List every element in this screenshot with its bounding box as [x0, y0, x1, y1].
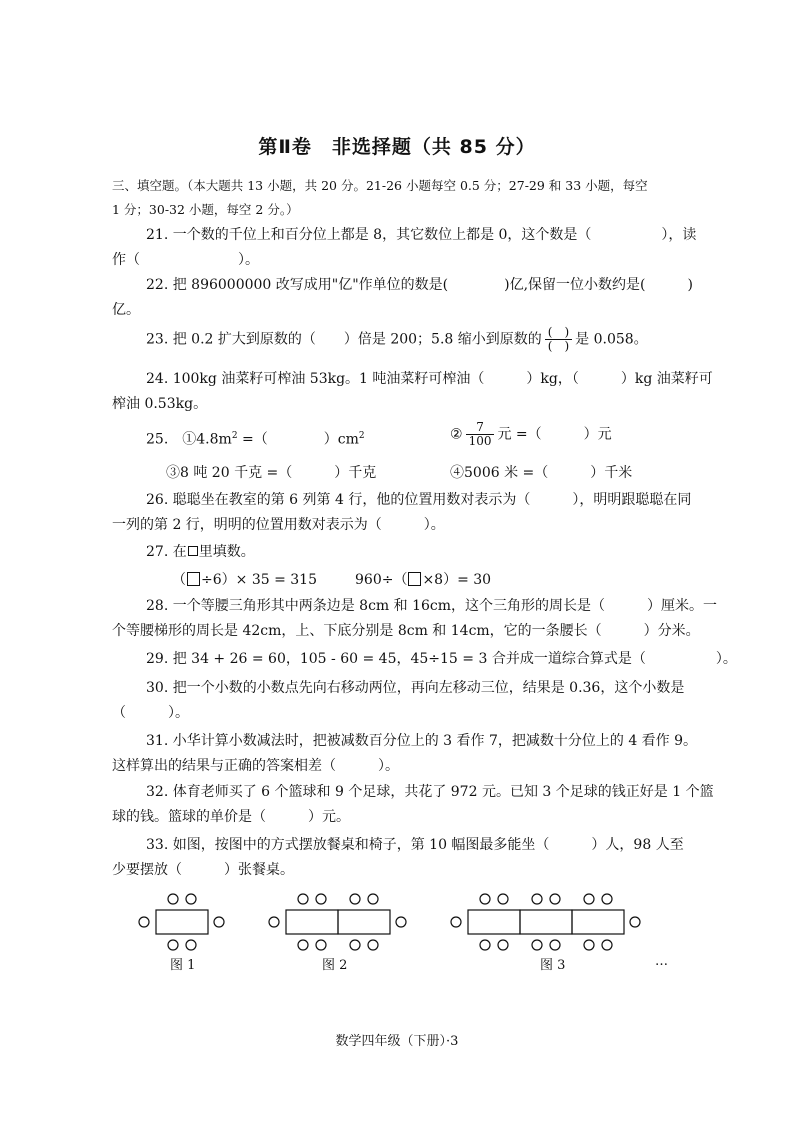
chair: [298, 940, 308, 950]
chair: [550, 940, 560, 950]
chair: [480, 940, 490, 950]
question-22-line2: 亿。: [112, 302, 140, 318]
question-31-line1: 31. 小华计算小数减法时，把被减数百分位上的 3 看作 7，把减数十分位上的 4 看作 9。: [146, 733, 698, 749]
question-32-line2: 球的钱。篮球的单价是（ ）元。: [112, 809, 350, 825]
fraction-numerator: ( ): [545, 326, 572, 340]
chair: [532, 940, 542, 950]
question-33-line1: 33. 如图，按图中的方式摆放餐桌和椅子，第 10 幅图最多能坐（ ）人，98 人至: [146, 837, 684, 853]
chair: [139, 917, 149, 927]
table: [156, 910, 208, 934]
question-29: 29. 把 34 + 26 = 60，105 - 60 = 45，45÷15 = 3 合并成一道综合算式是（ ）。: [146, 651, 737, 667]
figure-2: [269, 894, 406, 950]
chair: [584, 940, 594, 950]
blank-box-icon: [408, 572, 421, 586]
chair: [630, 917, 640, 927]
chair: [602, 940, 612, 950]
question-27-expr2: [355, 571, 491, 589]
question-22-line1: 22. 把 896000000 改写成用"亿"作单位的数是( )亿,保留一位小数约是( ): [146, 277, 693, 293]
figure-1: [139, 894, 224, 950]
question-27: [146, 543, 255, 561]
chair: [451, 917, 461, 927]
blank-box-icon: [188, 546, 198, 556]
question-25-c: ③8 吨 20 千克 =（ ）千克: [166, 465, 377, 481]
table: [468, 910, 520, 934]
chair: [350, 940, 360, 950]
figure-ellipsis: …: [655, 954, 668, 969]
question-28-line1: 28. 一个等腰三角形其中两条边是 8cm 和 16cm，这个三角形的周长是（ ）厘米。一: [146, 598, 718, 614]
q27-e1-part2: ÷6）× 35 = 315: [201, 572, 317, 588]
fraction-numerator: 7: [466, 421, 495, 435]
question-30-line1: 30. 把一个小数的小数点先向右移动两位，再向左移动三位，结果是 0.36，这个小数是: [146, 680, 685, 696]
fraction-denominator: 100: [468, 434, 492, 448]
question-23-text-b: 是 0.058。: [575, 331, 648, 348]
chair: [396, 917, 406, 927]
q27-part2: 里填数。: [198, 544, 255, 560]
question-24-line1: 24. 100kg 油菜籽可榨油 53kg。1 吨油菜籽可榨油（ ）kg，（ ）kg 油菜籽可: [146, 371, 713, 387]
q25-a-part2: =（ ）cm: [237, 431, 359, 448]
chair: [368, 894, 378, 904]
question-27-expr1: [172, 571, 317, 589]
question-31-line2: 这样算出的结果与正确的答案相差（ ）。: [112, 758, 399, 774]
chair: [316, 894, 326, 904]
table: [286, 910, 338, 934]
q25-a-part1: 25. ①4.8m: [146, 431, 232, 448]
fraction-denominator: ( ): [547, 339, 570, 353]
chair: [498, 894, 508, 904]
table: [572, 910, 624, 934]
figure-3-label: 图 3: [540, 958, 566, 973]
figure-2-label: 图 2: [322, 958, 348, 973]
q25-b-part2: 元 =（ ）元: [497, 426, 612, 443]
q25-a-sup: 2: [231, 431, 238, 441]
chair: [498, 940, 508, 950]
table-chair-figures: [0, 890, 794, 970]
section-heading-cont: 1 分；30-32 小题，每空 2 分。）: [112, 202, 299, 217]
question-25-b: [450, 421, 612, 448]
chair: [532, 894, 542, 904]
chair: [298, 894, 308, 904]
chair: [350, 894, 360, 904]
q27-e2-part1: 960÷（: [355, 572, 408, 588]
q27-e1-part1: （: [172, 572, 186, 588]
page-title: 第Ⅱ卷 非选择题（共 85 分）: [258, 136, 536, 158]
question-26-line1: 26. 聪聪坐在教室的第 6 列第 4 行，他的位置用数对表示为（ ），明明跟聪聪在同: [146, 492, 692, 508]
question-25-a: [146, 427, 365, 449]
figure-3: [451, 894, 640, 950]
chair: [480, 894, 490, 904]
question-28-line2: 个等腰梯形的周长是 42cm，上、下底分别是 8cm 和 14cm，它的一条腰长（ ）分米。: [112, 623, 700, 639]
chair: [316, 940, 326, 950]
table-chair-diagram: [0, 890, 794, 960]
question-33-line2: 少要摆放（ ）张餐桌。: [112, 862, 294, 878]
question-23: [146, 326, 648, 353]
chair: [269, 917, 279, 927]
chair: [550, 894, 560, 904]
page-footer: 数学四年级（下册）·3: [335, 1034, 459, 1049]
question-21-line2: 作（ ）。: [112, 252, 259, 268]
chair: [368, 940, 378, 950]
question-24-line2: 榨油 0.53kg。: [112, 396, 208, 412]
table: [520, 910, 572, 934]
q25-b-fraction: [466, 421, 495, 448]
question-23-text-a: 23. 把 0.2 扩大到原数的（ ）倍是 200；5.8 缩小到原数的: [146, 331, 542, 348]
question-23-fraction: [545, 326, 572, 353]
chair: [602, 894, 612, 904]
q27-e2-part2: ×8）= 30: [422, 572, 492, 588]
chair: [584, 894, 594, 904]
chair: [186, 894, 196, 904]
question-26-line2: 一列的第 2 行，明明的位置用数对表示为（ ）。: [112, 517, 445, 533]
q25-a-sup2: 2: [358, 431, 365, 441]
chair: [168, 894, 178, 904]
q27-part1: 27. 在: [146, 544, 187, 560]
blank-box-icon: [187, 572, 200, 586]
chair: [168, 940, 178, 950]
question-30-line2: （ ）。: [112, 705, 189, 721]
question-25-d: ④5006 米 =（ ）千米: [450, 465, 633, 481]
table: [338, 910, 390, 934]
section-heading: 三、填空题。（本大题共 13 小题，共 20 分。21-26 小题每空 0.5 分；27-29 和 33 小题，每空: [112, 178, 648, 193]
chair: [186, 940, 196, 950]
figure-1-label: 图 1: [170, 958, 196, 973]
question-32-line1: 32. 体育老师买了 6 个篮球和 9 个足球，共花了 972 元。已知 3 个足球的钱正好是 1 个篮: [146, 784, 714, 800]
q25-b-part1: ②: [450, 426, 463, 443]
question-21-line1: 21. 一个数的千位上和百分位上都是 8，其它数位上都是 0，这个数是（ ），读: [146, 227, 697, 243]
chair: [214, 917, 224, 927]
